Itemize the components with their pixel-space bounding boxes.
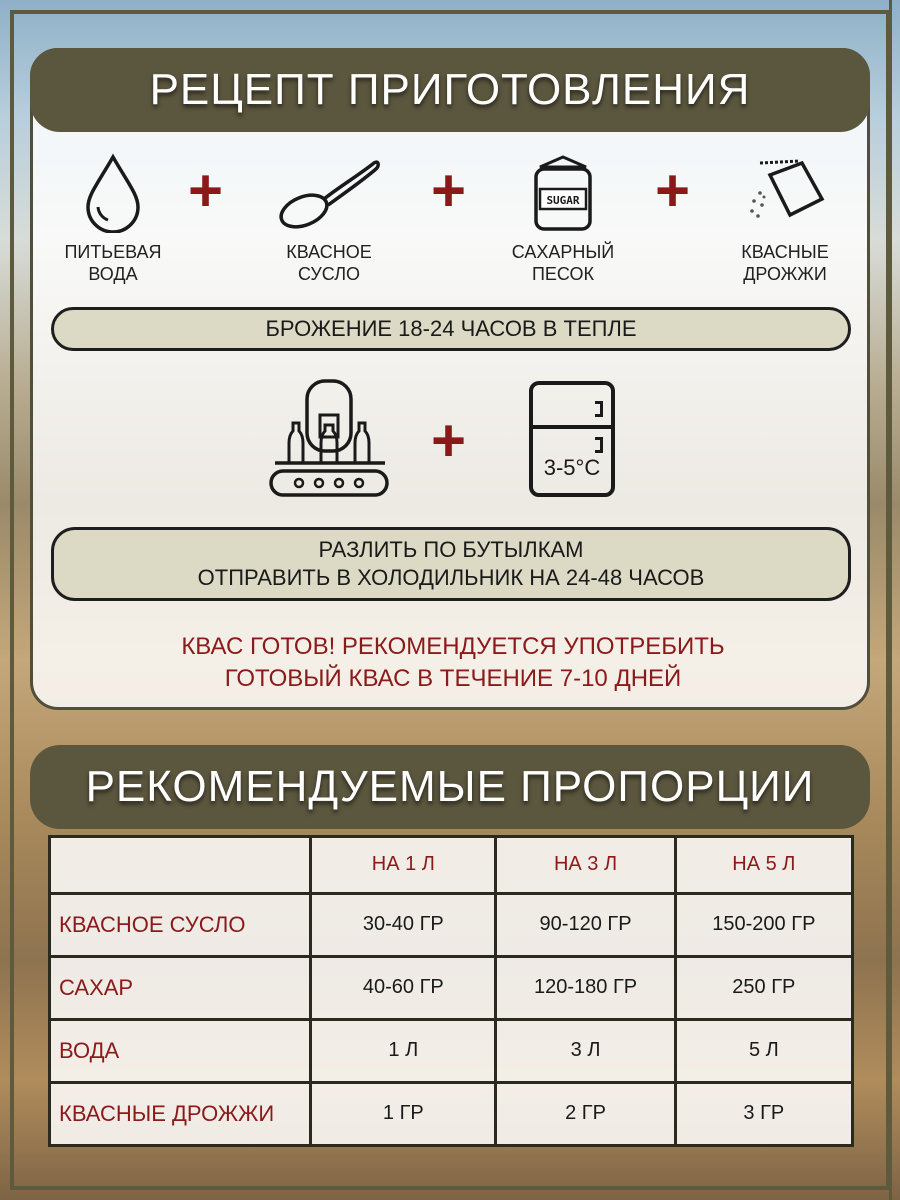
fridge-icon [529,381,615,497]
table-cell: 40-60 ГР [311,956,496,1019]
recipe-title-bar [30,48,870,132]
table-row-label: КВАСНЫЕ ДРОЖЖИ [50,1082,311,1145]
sugar-bag-icon [528,153,598,233]
ingredient-water [43,153,183,285]
ready-line1: КВАС ГОТОВ! РЕКОМЕНДУЕТСЯ УПОТРЕБИТЬ [181,633,725,660]
table-row [50,956,853,1019]
table-row-label: КВАСНОЕ СУСЛО [50,893,311,956]
table-header-cell [50,837,311,894]
fridge-handle [595,437,603,453]
table-header-cell: НА 3 Л [496,837,675,894]
table-row-label: САХАР [50,956,311,1019]
bottling-text-line1: РАЗЛИТЬ ПО БУТЫЛКАМ [318,537,584,562]
bottling-text-line2: ОТПРАВИТЬ В ХОЛОДИЛЬНИК НА 24-48 ЧАСОВ [197,565,705,590]
table-header-cell: НА 5 Л [675,837,852,894]
plus-sign: + [431,407,467,474]
table-header-row [50,837,853,894]
table-cell: 2 ГР [496,1082,675,1145]
table-cell: 1 ГР [311,1082,496,1145]
proportions-title: РЕКОМЕНДУЕМЫЕ ПРОПОРЦИИ [85,762,815,811]
ingredient-label-line2: ВОДА [88,264,138,284]
bottling-step [51,527,851,601]
fridge-handle [595,401,603,417]
fridge-temperature: 3-5°C [543,455,601,480]
ingredient-sugar [493,153,633,285]
fermentation-text: БРОЖЕНИЕ 18-24 ЧАСОВ В ТЕПЛЕ [265,316,637,341]
water-drop-icon [78,153,148,233]
ingredient-label-line1: КВАСНЫЕ [741,242,829,262]
plus-sign: + [655,157,691,224]
ingredient-wort [259,153,399,285]
table-cell: 30-40 ГР [311,893,496,956]
table-row-label: ВОДА [50,1019,311,1082]
ready-line2: ГОТОВЫЙ КВАС В ТЕЧЕНИЕ 7-10 ДНЕЙ [224,665,682,692]
ingredient-label-line2: ДРОЖЖИ [743,264,827,284]
yeast-packet-icon [740,153,830,233]
table-cell: 3 Л [496,1019,675,1082]
table-row [50,1019,853,1082]
fermentation-step [51,307,851,351]
table-cell: 120-180 ГР [496,956,675,1019]
proportions-table [48,835,854,1147]
ingredient-label-line2: ПЕСОК [531,264,595,284]
plus-sign: + [431,157,467,224]
ingredient-label-line1: ПИТЬЕВАЯ [64,242,162,262]
ingredient-yeast [715,153,855,285]
table-header-cell: НА 1 Л [311,837,496,894]
table-cell: 1 Л [311,1019,496,1082]
ingredient-label-line1: КВАСНОЕ [286,242,372,262]
table-cell: 5 Л [675,1019,852,1082]
table-row [50,1082,853,1145]
recipe-panel [30,48,870,710]
sugar-bag-text: SUGAR [546,194,580,207]
table-cell: 90-120 ГР [496,893,675,956]
table-row [50,893,853,956]
bottling-machine-icon [265,375,395,505]
table-cell: 250 ГР [675,956,852,1019]
fridge-divider [533,425,611,429]
proportions-title-bar [30,745,870,829]
ingredient-label-line2: СУСЛО [297,264,361,284]
frame-edge-line [889,0,892,1200]
proportions-panel [30,745,870,1177]
spoon-icon [274,153,384,233]
plus-sign: + [188,157,224,224]
ingredient-label-line1: САХАРНЫЙ [511,242,615,262]
ready-note [33,631,873,695]
table-cell: 150-200 ГР [675,893,852,956]
table-cell: 3 ГР [675,1082,852,1145]
recipe-title: РЕЦЕПТ ПРИГОТОВЛЕНИЯ [149,65,751,114]
